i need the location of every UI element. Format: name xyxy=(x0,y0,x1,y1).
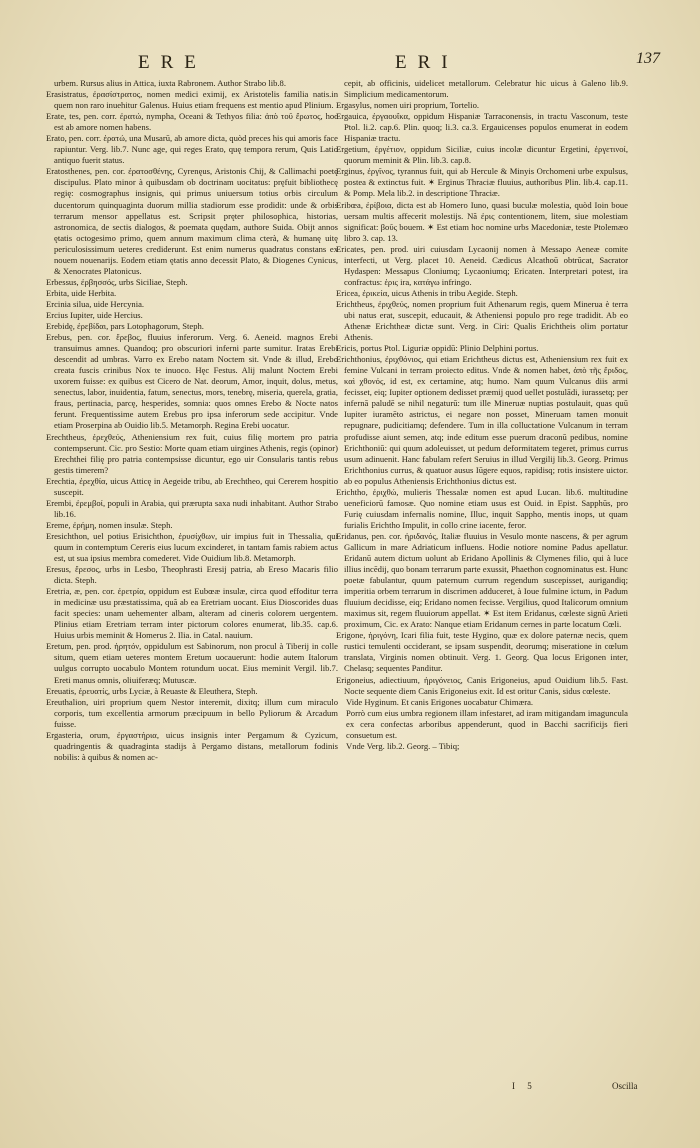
dictionary-entry: Eresus, ἔρεσος, urbs in Lesbo, Theophrasti Eresij patria, ab Ereso Macaris filio dicta. Steph. xyxy=(46,564,338,586)
dictionary-entry: Ergauica, ἐργαουΐκα, oppidum Hispaniæ Tarraconensis, in tractu Vasconum, teste Ptol. li.2. cap.6. Plin. quoq; li.3. ca.3. Ergauicenses populos enumerat in eodem Hispaniæ tractu. xyxy=(336,111,628,144)
dictionary-entry: Ericea, ἐρικεία, uicus Athenis in tribu Aegide. Steph. xyxy=(336,287,518,298)
dictionary-entry: Porrò cum eius umbra regionem illam infestaret, ad iram mitigandam imaguncula ex cera confectas arboribus appenderunt, quod in Bacchi sacrificijs fieri consuetum est. xyxy=(346,707,628,740)
dictionary-entry: Erato, pen. corr. ἐρατώ, una Musarū, ab amore dicta, quòd preces his qui amoris face rapiuntur. Verg. lib.7. Nunc age, qui reges Erato, quę tempora rerum, Quis Latio antiquo fuerit status. xyxy=(46,133,338,166)
dictionary-entry: Erebidę, ἐρεβίδαι, pars Lotophagorum, Steph. xyxy=(46,321,204,332)
dictionary-entry: Ereuthalion, uiri proprium quem Nestor interemit, dixitq; illum cum miraculo corporis, tum excellentia armorum præcipuum in bello Pyliorum & Arcadum fuisse. xyxy=(46,696,338,729)
dictionary-entry: Erbessus, ἐρβησσός, urbs Siciliae, Steph. xyxy=(46,276,188,287)
dictionary-entry: Erigone, ἠριγόνη, Icari filia fuit, teste Hygino, quæ ex dolore paternæ necis, quem rustici temulenti occiderant, se ipsam suspendit, deorumq; miseratione in cœlum translata, Virginis nomen obtinuit. Verg. 1. Georg. Qua locus Erigonen inter, Chelasq; sequentes Panditur. xyxy=(336,630,628,674)
dictionary-entry: Erasistratus, ἐρασίστρατος, nomen medici eximij, ex Aristotelis familia natis.in quem non raro inuehitur Galenus. Huius etiam frequens est mentio apud Plinium. xyxy=(46,89,338,111)
running-head-left: ERE xyxy=(138,52,207,73)
dictionary-entry: Ereuatis, ἐρευατίς, urbs Lyciæ, à Reuaste & Eleuthera, Steph. xyxy=(46,685,258,696)
dictionary-entry: Vide Hyginum. Et canis Erigones uocabatur Chimæra. xyxy=(346,696,534,707)
dictionary-entry: Ericates, pen. prod. uiri cuiusdam Lycaonij nomen à Messapo Aeneæ comite interfecti, ut Verg. placet 10. Aeneid. Cædicus Alcathoū obtrūcat, Sacrator Hydaspen: Messapus Cloniumq; Lycaoniumq; Ericaten. Interpretari potest, ira confractus: ἐρις ira, κατάγω infringo. xyxy=(336,243,628,287)
dictionary-entry: Erigoneius, adiectiuum, ἠριγόνειος, Canis Erigoneius, apud Ouidium lib.5. Fast. Nocte sequente diem Canis Erigoneius exit. Id est oritur Canis, sidus cœleste. xyxy=(336,674,628,696)
dictionary-entry: Eretria, æ, pen. cor. ἐρετρία, oppidum est Eubœæ insulæ, circa quod effoditur terra in medicinæ usu præstatissima, quã ab ea Eretriam uocant. Eius Dioscorides duas facit species: unam uehementer albam, alteram ad cineris colorem uergentem. Plinius etiam Eretriam terram inter pictorum colores enumerat, lib.35. cap.6. Huius urbis meminit & Homerus 2. Ilia. in Catal. nauium. xyxy=(46,586,338,641)
page-footer xyxy=(0,1081,700,1097)
running-head xyxy=(0,52,700,74)
dictionary-entry: Eratosthenes, pen. cor. ἐρατοσθένης, Cyrenęus, Aristonis Chij, & Callimachi poetę discipulus. Plato minor à quibusdam ob doctrinam uocitatus: pręfuit bibliothecę regię: cosmographus insignis, qui primus uniuersum totius orbis circulum ducentorum quinquaginta duorum millia stadiorum esse prodidit: unde & orbis terrarum mensor appellatus est. Scripsit pręter philosophica, historias, astronomica, de sectis dialogos, & poemata quędam, authore Suida. Obijt annos ętatis octogesimo primo, quem annum maximum clima cterà, & humanę uitę periculosissimum ueteres crediderunt. Est enim numerus quadratus constans ex nouem nouenarijs. Eodem etiam ętatis anno decessit Plato, & Diogenes Cynicus, & Xenocrates Platonicus. xyxy=(46,166,338,276)
dictionary-entry: Vnde Verg. lib.2. Georg. – Tibiq; xyxy=(346,740,460,751)
dictionary-entry: Erate, tes, pen. corr. ἐρατώ, nympha, Oceani & Tethyos filia: ἀπὸ τοῦ ἔρωτος, hoc est ab amore nomen habens. xyxy=(46,111,338,133)
dictionary-entry: Erembi, ἐρεμβοί, populi in Arabia, qui prærupta saxa nudi inhabitant. Author Strabo lib.16. xyxy=(46,497,338,519)
dictionary-entry: Erechtia, ἐρεχθία, uicus Atticę in Aegeide tribu, ab Erechtheo, qui Cererem hospitio suscepit. xyxy=(46,475,338,497)
left-column xyxy=(46,78,338,1076)
dictionary-entry: Ergetium, ἐργέτιον, oppidum Siciliæ, cuius incolæ dicuntur Ergetini, ἐργετινοί, quorum meminit & Plin. lib.3. cap.8. xyxy=(336,144,628,166)
dictionary-entry: Erichthonius, ἐριχθόνιος, qui etiam Erichtheus dictus est, Atheniensium rex fuit ex femine Vulcani in terram proiecto editus. Vnde & nomen habet, ἀπὸ τῆς ἔριδος, καὶ χθονός, id est, ex certamine, atq; humo. Nam quum Vulcanus diis armi fecisset, eiq; Iupiter optionem dedisset præmij quod uellet postulādi, iurassetq; per infernā paludē se nihil negaturū: tum ille Mineruæ nuptias postulauit, quas quū Iupiter iuramēto astrictus, ei negare non posset, Mineruam tamen monuit repugnare, pudicitiamq; defendere. Tum in illa colluctatione Vulcanum in terram profudisse aiunt semen, atq; inde editum esse puerum draconū pedibus, nomine Erichthoniū: qui quum adoleuisset, ut pedum deformitatem tegeret, primus currus usum adinuenit. Hanc fabulam refert Seruius in illud Vergilij lib.3. Georg. Primus Erichthonius currus, & quatuor ausus Iūgere equos, rapidisq; rotis insistere uictor. ab eo populus Atheniensis Erichthonius dictus est. xyxy=(336,354,628,486)
page-number: 137 xyxy=(636,50,660,67)
running-head-right: ERI xyxy=(395,52,459,73)
catchword: Oscilla xyxy=(612,1081,638,1091)
dictionary-entry: urbem. Rursus alius in Attica, iuxta Rabronem. Author Strabo lib.8. xyxy=(54,78,287,88)
dictionary-entry: Erbita, uide Herbita. xyxy=(46,287,117,298)
dictionary-entry: Eretum, pen. prod. ἠρητόν, oppidulum est Sabinorum, non procul à Tiberij in colle situm, quem etiam ueteres montem Eretum uocauerunt: hodie autem Italorum uulgus corrupto uocabulo Montem rotundum uocat. Eius meminit Vergil. lib.7. Ereti manus omnis, oliuiferæq; Mutuscæ. xyxy=(46,641,338,685)
dictionary-entry: Ergasylus, nomen uiri proprium, Tortelio. xyxy=(336,100,480,111)
dictionary-entry: Eribœa, ἐρίβοια, dicta est ab Homero Iuno, quasi buculæ molestia, quòd Ioin boue uersam multis affecerit molestijs. Nã ἐρις contentionem, litem, siue molestiam significat: βοῦς bouem. ✶ Est etiam hoc nomine urbs Macedoniæ, teste Ptolemæo libro 3. cap. 13. xyxy=(336,199,628,243)
dictionary-entry: Eresichthon, uel potius Erisichthon, ἐρυσίχθων, uir impius fuit in Thessalia, qui quum in contemptum Cereris eius lucum excinderet, in tantam famis rabiem actus est, ut sua ipsius membra comederet. Vide Ouidium lib.8. Metamorph. xyxy=(46,530,338,564)
dictionary-entry: cepit, ab officinis, uidelicet metallorum. Celebratur hic uicus à Galeno lib.9. Simplicium medicamentorum. xyxy=(344,78,628,100)
signature-mark: I 5 xyxy=(512,1081,537,1091)
dictionary-entry: Ercinia silua, uide Hercynia. xyxy=(46,298,145,309)
dictionary-entry: Eridanus, pen. cor. ἠριδανός, Italiæ fluuius in Vesulo monte nascens, & per agrum Gallicum in mare Adriaticum influens. Hodie notiore nomine Padus apellatur. Eridanū autem dictum uolunt ab Eridano Apollinis & Clymenes filio, qui à luce illius incēdij, quo bonam terrarum parte exussit, Phaethon cognominatus est. Hunc poetæ fabulantur, quum paternum currum regendum suscepisset, aurigandiq; imperitia orbem terrarum in discrimen adduceret, à Ioue fulmine ictum, in Padum fluuium decidisse, eiq; Eridano nomen fecisse. Vergilius, quod Italicorum omnium maximus sit, regem fluuiorum appellat. ✶ Est item Eridanus, cœleste signū Arieti proximum, Cic. ex Arato: Nanque etiam Eridanum cernes in parte locatum Cœli. xyxy=(336,530,628,630)
dictionary-entry: Erichtho, ἐριχθώ, mulieris Thessalæ nomen est apud Lucan. lib.6. multitudine ueneficiorū famosæ. Quo nomine etiam usus est Ouid. in Epist. Sapphūs, pro Furię cuiusdam infernalis nomine, Illuc, inquit Sappho, mentis inops, ut quam furialis Erichtho Impulit, in collo crine iacente, feror. xyxy=(336,486,628,530)
dictionary-entry: Erechtheus, ἐρεχθεύς, Atheniensium rex fuit, cuius filię mortem pro patria contempserunt. Cic. pro Sestio: Morte quam etiam uirgines Athenis, regis (opinor) Erechthei filię pro patria contempsisse dicuntur, ego uir Consularis tantis rebus gestis timerem? xyxy=(46,431,338,475)
dictionary-entry: Ergasteria, orum, ἐργαστήρια, uicus insignis inter Pergamum & Cyzicum, quadringentis & quadraginta stadijs à Pergamo distans, metallorum fodinis nobilis: à quibus & nomen ac- xyxy=(46,729,338,762)
dictionary-entry: Erginus, ἐργῖνος, tyrannus fuit, qui ab Hercule & Minyis Orchomeni urbe expulsus, postea & extinctus fuit. ✶ Erginus Thraciæ fluuius, authoribus Plin. lib.4. cap.11. & Pomp. Mela lib.2. in descriptione Thraciæ. xyxy=(336,166,628,199)
dictionary-entry: Ercius Iupiter, uide Hercius. xyxy=(46,309,143,320)
dictionary-entry: Ereme, ἐρήμη, nomen insulæ. Steph. xyxy=(46,519,173,530)
right-column xyxy=(336,78,628,1076)
dictionary-entry: Erichtheus, ἐριχθεύς, nomen proprium fuit Athenarum regis, quem Minerua è terra ubi natus erat, suscepit, educauit, & Atheniensi populo pro rege tradidit. Ab eo Athenæ Erichtheæ dictæ sunt. Verg. in Ciri: Qualis Erichtheis olim portatur Athenis. xyxy=(336,298,628,343)
dictionary-entry: Erebus, pen. cor. ἔρεβος, fluuius inferorum. Verg. 6. Aeneid. magnos Erebi transuimus amnes. Quandoq; pro obscuriori inferni parte sumitur. Iratas Erebi descendit ad umbras. Varro ex Erebo natam Noctem sit. Vnde & illud, Erebo creata fuscis crinibus Nox te inuoco. Hęc Festus. Alij malunt Noctem Erebi uxorem fuisse: ex quibus est Cicero de Nat. deorum, Amor, inquit, dolus, metus, senectus, labor, inuidentia, fatum, senectus, mors, tenebrę, miseria, querela, gratia, fraus, pertinacia, parcę, hesperides, somnia: quos omnes Erebo & Nocte natos ferunt. Frequentissime autem Erebus pro ipsa inferorum sede accipitur. Vnde etiam Proserpina ab Ouidio lib.5. Metamorph. Regina Erebi uocatur. xyxy=(46,332,338,431)
dictionary-entry: Ericis, portus Ptol. Liguriæ oppidū: Plinio Delphini portus. xyxy=(336,343,539,354)
